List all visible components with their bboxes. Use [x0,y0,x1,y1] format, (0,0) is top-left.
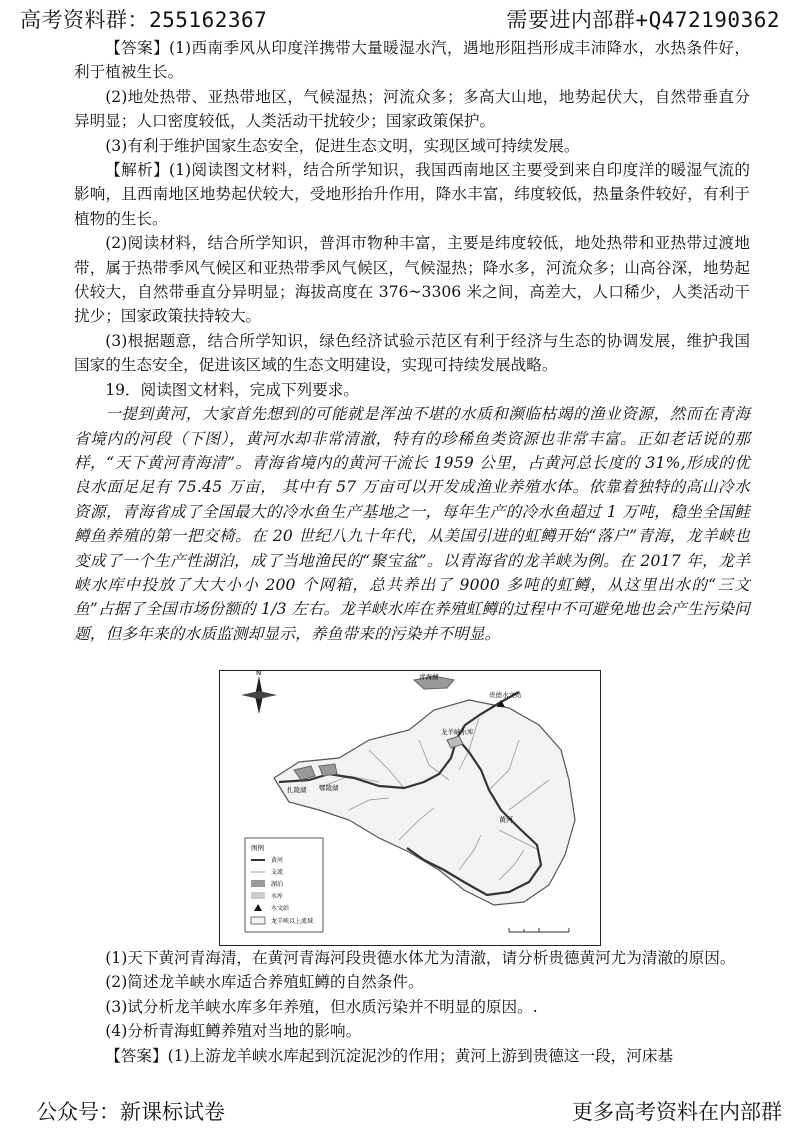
station-label: 贵德水文站 [489,691,522,699]
answer19-part1: 【答案】(1)上游龙羊峡水库起到沉淀泥沙的作用；黄河上游到贵德这一段，河床基 [105,1046,674,1065]
legend-reservoir: 水库 [271,893,284,900]
page-footer [0,1096,800,1126]
answer18-part2: (2)地处热带、亚热带地区，气候湿热；河流众多；多高大山地，地势起伏大，自然带垂直分异明显；人口密度较低，人类活动干扰较少；国家政策保护。 [74,87,750,131]
river-label: 黄河 [499,816,513,824]
question19-3: (3)试分析龙羊峡水库多年养殖，但水质污染并不明显的原因。. [105,997,538,1016]
legend-title: 图例 [251,844,264,852]
header-left-text: 高考资料群：255162367 [20,8,268,32]
analysis18-part3: (3)根据题意，结合所学知识，绿色经济试验示范区有利于经济与生态的协调发展，维护我国国家的生态安全，促进该区域的生态文明建设，实现可持续发展战略。 [74,331,750,375]
question19-1: (1)天下黄河青海清，在黄河青海河段贵德水体尤为清澈，请分析贵德黄河尤为清澈的原因。 [105,949,736,967]
question19-4: (4)分析青海虹鳟养殖对当地的影响。 [105,1022,362,1041]
lake-eling-label: 鄂陵湖 [319,784,339,792]
analysis18-part2: (2)阅读材料，结合所学知识，普洱市物种丰富，主要是纬度较低，地处热带和亚热带过渡地带，属于热带季风气候区和亚热带季风气候区，气候湿热；降水多，河流众多；山高谷深，地势起伏较大，自然带垂直分异明显；海拔高度在 376~3306 米之间，高差大，人口稀少，人类活动干扰少；国家政策扶持较大。 [74,234,750,326]
legend-tributary: 支流 [271,869,284,876]
lake-zhaling-label: 扎陵湖 [287,786,307,794]
legend-basin: 龙羊峡以上流域 [271,918,314,925]
legend-lake: 湖泊 [271,881,284,888]
analysis18-part1: 【解析】(1)阅读图文材料，结合所学知识，我国西南地区主要受到来自印度洋的暖湿气流的影响，且西南地区地势起伏较大，受地形抬升作用，降水丰富，纬度较低，热量条件较好，有利于植物的生长。 [74,161,750,228]
north-label: N [256,670,262,677]
lake-qinghai-label: 青海湖 [419,673,439,681]
question19-material: 一提到黄河，大家首先想到的可能就是浑浊不堪的水质和濒临枯竭的渔业资源，然而在青海省境内的河段（下图），黄河水却非常清澈，特有的珍稀鱼类资源也非常丰富。正如老话说的那样，“天下黄河青海清”。青海省境内的黄河干流长 1959 公里，占黄河总长度的 31%,形成的优良水面足足有 75.45 万亩， 其中有 57 万亩可以开发成渔业养殖水体。依靠着独特的高山冷水资源，青海省成了全国最大的冷水鱼生产基地之一，每年生产的冷水鱼超过 1 万吨，稳坐全国鲑鳟鱼养殖的第一把交椅。在 20 世纪八九十年代，从美国引进的虹鳟开始“落户”青海，龙羊峡也变成了一个生产性湖泊，成了当地渔民的“聚宝盆”。以青海省的龙羊峡为例。在 2017 年，龙羊峡水库中投放了大大小小 200 个网箱，总共养出了 9000 多吨的虹鳟，从这里出水的“三文鱼”占据了全国市场份额的 1/3 左右。龙羊峡水库在养殖虹鳟的过程中不可避免地也会产生污染问题，但多年来的水质监测却显示，养鱼带来的污染并不明显。 [74,405,750,643]
questions-block [74,946,750,1068]
answer18-part3: (3)有利于维护国家生态安全，促进生态文明，实现区域可持续发展。 [105,136,580,155]
answer18-part1: 【答案】(1)西南季风从印度洋携带大量暖湿水汽，遇地形阻挡形成丰沛降水，水热条件好，利于植被生长。 [74,39,750,82]
document-body [74,36,750,646]
reservoir-label: 龙羊峡水库 [441,728,474,736]
map-legend [245,838,323,932]
yellow-river-map [219,670,601,946]
legend-river: 黄河 [271,857,284,864]
question19-2: (2)简述龙羊峡水库适合养殖虹鳟的自然条件。 [105,973,424,992]
header-right-text: 需要进内部群+Q472190362 [506,8,780,32]
footer-left-text: 公众号：新课标试卷 [36,1100,225,1124]
legend-station: 水文站 [271,905,290,912]
question19-stem: 19．阅读图文材料，完成下列要求。 [105,380,359,399]
page-header [0,4,800,38]
footer-right-text: 更多高考资料在内部群 [572,1100,782,1124]
